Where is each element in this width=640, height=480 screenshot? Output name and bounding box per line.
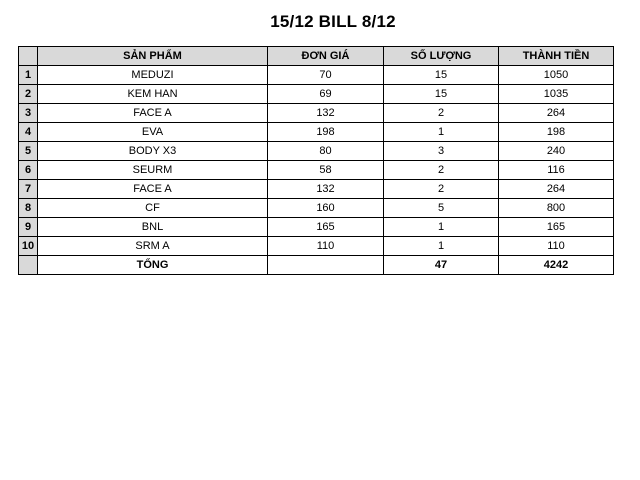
- total-cell[interactable]: 198: [499, 123, 614, 142]
- price-cell[interactable]: 132: [268, 180, 384, 199]
- product-cell[interactable]: SRM A: [38, 237, 268, 256]
- price-cell[interactable]: 69: [268, 85, 384, 104]
- row-index[interactable]: 6: [19, 161, 38, 180]
- row-index[interactable]: 7: [19, 180, 38, 199]
- bill-table: [18, 46, 614, 275]
- qty-cell[interactable]: 1: [384, 237, 499, 256]
- table-row: [19, 142, 614, 161]
- qty-cell[interactable]: 1: [384, 123, 499, 142]
- header-price[interactable]: ĐƠN GIÁ: [268, 47, 384, 66]
- total-qty-cell[interactable]: 47: [384, 256, 499, 275]
- header-total[interactable]: THÀNH TIỀN: [499, 47, 614, 66]
- qty-cell[interactable]: 3: [384, 142, 499, 161]
- total-price-cell[interactable]: [268, 256, 384, 275]
- sheet-title: 15/12 BILL 8/12: [270, 12, 396, 31]
- product-cell[interactable]: BNL: [38, 218, 268, 237]
- total-cell[interactable]: 1035: [499, 85, 614, 104]
- total-cell[interactable]: 116: [499, 161, 614, 180]
- qty-cell[interactable]: 5: [384, 199, 499, 218]
- row-index[interactable]: 3: [19, 104, 38, 123]
- qty-cell[interactable]: 15: [384, 66, 499, 85]
- qty-cell[interactable]: 2: [384, 161, 499, 180]
- table-row: [19, 199, 614, 218]
- price-cell[interactable]: 80: [268, 142, 384, 161]
- price-cell[interactable]: 110: [268, 237, 384, 256]
- row-index[interactable]: 10: [19, 237, 38, 256]
- row-index[interactable]: 4: [19, 123, 38, 142]
- table-row: [19, 123, 614, 142]
- table-row: [19, 218, 614, 237]
- price-cell[interactable]: 160: [268, 199, 384, 218]
- price-cell[interactable]: 198: [268, 123, 384, 142]
- header-product[interactable]: SẢN PHẨM: [38, 47, 268, 66]
- price-cell[interactable]: 70: [268, 66, 384, 85]
- header-row: [19, 47, 614, 66]
- table-row: [19, 180, 614, 199]
- price-cell[interactable]: 132: [268, 104, 384, 123]
- qty-cell[interactable]: 2: [384, 104, 499, 123]
- table-row: [19, 85, 614, 104]
- table-row: [19, 237, 614, 256]
- product-cell[interactable]: CF: [38, 199, 268, 218]
- total-label[interactable]: TỔNG: [38, 256, 268, 275]
- product-cell[interactable]: KEM HAN: [38, 85, 268, 104]
- price-cell[interactable]: 58: [268, 161, 384, 180]
- product-cell[interactable]: BODY X3: [38, 142, 268, 161]
- total-cell[interactable]: 264: [499, 104, 614, 123]
- table-row: [19, 104, 614, 123]
- total-row: [19, 256, 614, 275]
- total-cell[interactable]: 110: [499, 237, 614, 256]
- row-index[interactable]: 9: [19, 218, 38, 237]
- total-cell[interactable]: 1050: [499, 66, 614, 85]
- product-cell[interactable]: FACE A: [38, 180, 268, 199]
- product-cell[interactable]: MEDUZI: [38, 66, 268, 85]
- row-index[interactable]: 8: [19, 199, 38, 218]
- product-cell[interactable]: EVA: [38, 123, 268, 142]
- table-row: [19, 66, 614, 85]
- product-cell[interactable]: FACE A: [38, 104, 268, 123]
- product-cell[interactable]: SEURM: [38, 161, 268, 180]
- total-cell[interactable]: 165: [499, 218, 614, 237]
- qty-cell[interactable]: 15: [384, 85, 499, 104]
- total-cell[interactable]: 240: [499, 142, 614, 161]
- row-index[interactable]: [19, 256, 38, 275]
- qty-cell[interactable]: 1: [384, 218, 499, 237]
- grand-total-cell[interactable]: 4242: [499, 256, 614, 275]
- row-index[interactable]: 2: [19, 85, 38, 104]
- row-index[interactable]: 5: [19, 142, 38, 161]
- price-cell[interactable]: 165: [268, 218, 384, 237]
- qty-cell[interactable]: 2: [384, 180, 499, 199]
- total-cell[interactable]: 800: [499, 199, 614, 218]
- total-cell[interactable]: 264: [499, 180, 614, 199]
- corner-cell: [19, 47, 38, 66]
- table-row: [19, 161, 614, 180]
- header-qty[interactable]: SỐ LƯỢNG: [384, 47, 499, 66]
- row-index[interactable]: 1: [19, 66, 38, 85]
